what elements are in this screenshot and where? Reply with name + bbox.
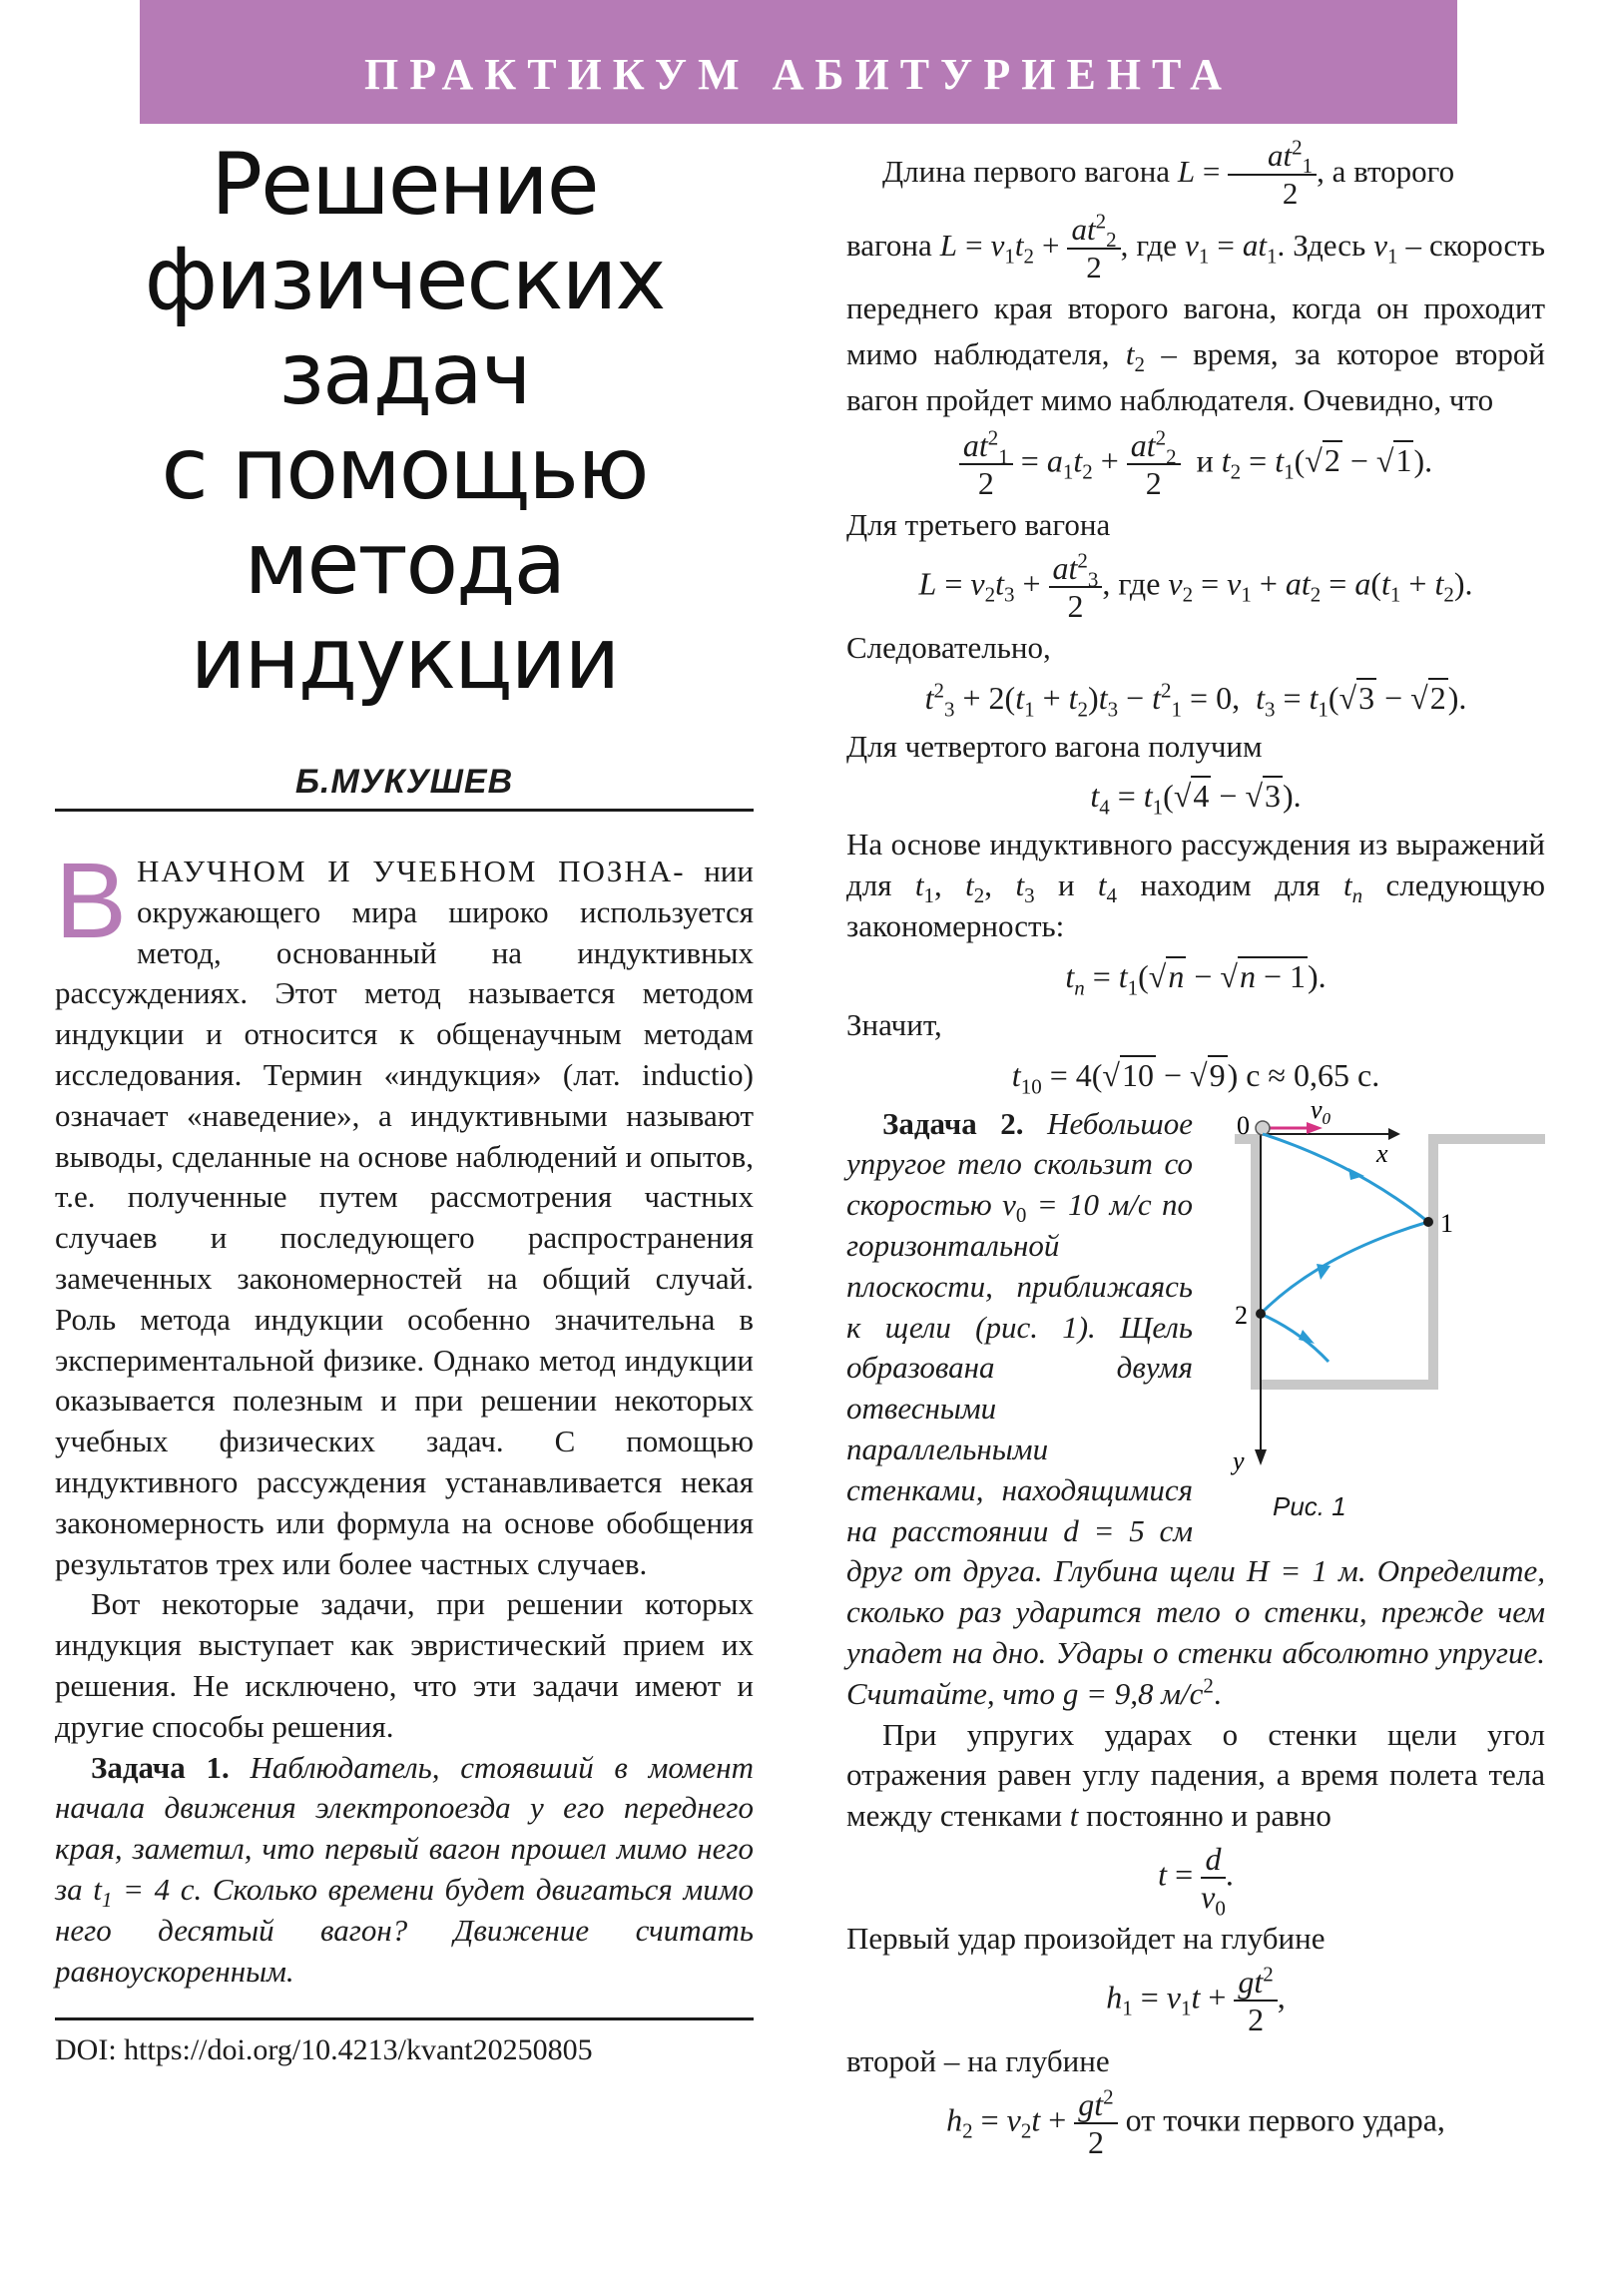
equation: $h_2 = v_2t$ + $\frac{gt^2}{2}$ от точки первого удара, bbox=[946, 2083, 1445, 2160]
equation: $t_n = t_1(√n - √n - 1)$. bbox=[1065, 957, 1327, 1000]
title-line: задач bbox=[278, 324, 530, 424]
text-line: Значит, bbox=[846, 1006, 942, 1042]
left-column bbox=[55, 135, 755, 2070]
problem-text: Наблюдатель, стоявший в момент начала движения электропоезда у его переднего края, заметил, что первый вагон прошел мимо него за bbox=[55, 1749, 754, 1907]
text-line: Для третьего вагона bbox=[846, 507, 1111, 542]
text: следующую закономерность: bbox=[846, 867, 1546, 943]
text: с ≈ 0,65 с. bbox=[1246, 1056, 1380, 1093]
y-label: y bbox=[1233, 1445, 1245, 1475]
title-line: Решение bbox=[211, 135, 598, 235]
problem-text: Небольшое упругое тело скользит со скоростью bbox=[846, 1105, 1193, 1223]
text: , где bbox=[1120, 228, 1178, 264]
text: Длина первого вагона bbox=[882, 154, 1171, 190]
text: от точки первого удара, bbox=[1125, 2100, 1445, 2137]
t1-value: 4 с. bbox=[154, 1871, 203, 1907]
solution-1-text: Длина первого вагона L = $\frac{at^2_1}{2}$ , а второго bbox=[882, 135, 1455, 211]
trajectory-arrow bbox=[1299, 1330, 1315, 1344]
text: постоянно и равно bbox=[1086, 1798, 1331, 1834]
equation: $t_{10} = 4(√10 - √9) с \approx 0,65$ с. bbox=[1011, 1056, 1380, 1098]
d-value: = 5 см bbox=[1093, 1512, 1194, 1548]
author: Б.МУКУШЕВ bbox=[294, 763, 514, 801]
trajectory-segment bbox=[1261, 1314, 1329, 1362]
equation: $L = v_2t_3$ + $\frac{at^2_3}{2}$ , где $v_2 = v_1 + at_2 = a(t_1 + t_2)$. bbox=[918, 548, 1473, 624]
point-1-label: 1 bbox=[1440, 1208, 1453, 1238]
equation: $h_1 = v_1t$ + $\frac{gt^2}{2}$ , bbox=[1106, 1962, 1286, 2037]
text-line: второй – на глубине bbox=[846, 2042, 1110, 2078]
text: , а второго bbox=[1317, 154, 1455, 190]
divider bbox=[55, 809, 754, 812]
text: – время, за которое второй вагон пройдет мимо наблюдателя. Очевидно, что bbox=[846, 336, 1546, 417]
text: и bbox=[1196, 442, 1214, 479]
title-line: с помощью bbox=[161, 419, 648, 519]
point-2-label: 2 bbox=[1235, 1300, 1248, 1330]
equation: $t^2_3 + 2(t_1 + t_2)t_3 - t^2_1 = 0$, $t_3 = t_1(√3 - √2)$. bbox=[924, 677, 1467, 721]
intro-paragraph bbox=[55, 840, 754, 1584]
title-line: индукции bbox=[190, 609, 619, 709]
x-arrowhead bbox=[1388, 1128, 1400, 1140]
divider bbox=[55, 2017, 754, 2020]
doi: DOI: https://doi.org/10.4213/kvant20250805 bbox=[55, 2033, 593, 2067]
text: вагона bbox=[846, 228, 932, 264]
velocity-subscript: 0 bbox=[1322, 1108, 1331, 1128]
problem-text: Определите, сколько раз ударится тело о стенки, прежде чем упадет на дно. Удары о стенки абсолютно упругие. Считайте, что bbox=[846, 1553, 1546, 1711]
x-label: x bbox=[1376, 1138, 1388, 1168]
body-ball bbox=[1256, 1121, 1270, 1135]
problem-1: Задача 1. Наблюдатель, стоявший в момент начала движения электропоезда у его переднего края, заметил, что первый вагон прошел мимо него за $t_1 = 4$ с. Сколько времени будет двигаться мимо него десятый вагон? Движение считать равноускоренным. bbox=[55, 1749, 755, 1989]
problem-label: Задача 1. bbox=[91, 1749, 230, 1785]
title-line: физических bbox=[144, 230, 665, 329]
velocity-label bbox=[1311, 1104, 1331, 1128]
text-line: Первый удар произойдет на глубине bbox=[846, 1920, 1326, 1956]
impact-point-2 bbox=[1256, 1309, 1266, 1319]
origin-label: 0 bbox=[1237, 1110, 1250, 1140]
equation: $\frac{at^2_1}{2}$ = $a_1t_2$ + $\frac{at^2_2}{2}$ и $t_2 = t_1(√2 - √1)$. bbox=[846, 427, 1545, 501]
problem-text: Сколько времени будет двигаться мимо него десятый вагон? Движение считать равноускоренным. bbox=[55, 1871, 755, 1989]
trajectory-segment bbox=[1263, 1134, 1428, 1222]
H-value: = 1 м. bbox=[1280, 1553, 1366, 1589]
solution-1-text: вагона $L = v_1t_2$ + $\frac{at^2_2}{2}$ , где $v_1 = at_1$. Здесь $v_1$ – скорость переднего края второго вагона, когда он проходит мимо наблюдателя, $t_2$ – время, за которое второй вагон пройдет мимо наблюдателя. Очевидно, что bbox=[846, 209, 1546, 417]
trajectory-arrow bbox=[1317, 1264, 1331, 1280]
figure-1 bbox=[1201, 1104, 1545, 1543]
title-line: метода bbox=[244, 514, 565, 614]
trajectory-segment bbox=[1261, 1222, 1428, 1314]
right-column bbox=[846, 135, 1546, 2164]
problem-text: друг от друга. Глубина щели bbox=[846, 1553, 1236, 1589]
section-header: ПРАКТИКУМ АБИТУРИЕНТА bbox=[140, 0, 1457, 124]
text: На основе индуктивного рассуждения из выражений для bbox=[846, 827, 1545, 903]
impact-point-1 bbox=[1423, 1217, 1433, 1227]
text: – bbox=[1405, 228, 1422, 264]
velocity-symbol: v bbox=[1311, 1103, 1323, 1124]
induction-text: На основе индуктивного рассуждения из выражений для $t_1$, $t_2$, $t_3$ и $t_4$ находим для $t_n$ следующую закономерность: bbox=[846, 827, 1546, 943]
v0-value: = 10 м/с bbox=[1036, 1187, 1152, 1223]
problem-label: Задача 2. bbox=[882, 1105, 1024, 1141]
equation: t = $\frac{d}{v_0}$ . bbox=[1158, 1840, 1234, 1921]
equation: $t_4 = t_1(√4 - √3)$. bbox=[1090, 778, 1302, 820]
text: При упругих ударах о стенки щели угол отражения равен углу падения, а время полета тела между стенками bbox=[846, 1716, 1545, 1834]
drop-cap: В bbox=[55, 840, 128, 960]
problem-text: по горизонтальной плоскости, приближаясь к щели (рис. 1). Щель образована двумя отвесными параллельными стенками, находящимися на расстоянии bbox=[846, 1187, 1193, 1548]
figure-caption: Рис. 1 bbox=[1273, 1490, 1346, 1521]
solution-2-text: При упругих ударах о стенки щели угол отражения равен углу падения, а время полета тела между стенками t постоянно и равно bbox=[846, 1716, 1545, 1834]
text: , где bbox=[1102, 565, 1161, 602]
text: . Здесь bbox=[1277, 228, 1366, 264]
text: находим для bbox=[1140, 867, 1321, 903]
y-arrowhead bbox=[1255, 1449, 1267, 1465]
text-line: Следовательно, bbox=[846, 629, 1051, 665]
problem-2: Задача 2. Небольшое упругое тело скользит со скоростью $v_0 = 10$ м/с по горизонтальной плоскости, приближаясь к щели (рис. 1). Щель образована двумя отвесными параллельными стенками, находящимися на расстоянии d = 5 см друг от друга. Глубина щели H = 1 м. Определите, сколько раз ударится тело о стенки, прежде чем упадет на дно. Удары о стенки абсолютно упругие. Считайте, что g = 9,8 $м/с^2$. bbox=[846, 1105, 1546, 1711]
slit-walls bbox=[1235, 1134, 1545, 1390]
text-line: Для четвертого вагона получим bbox=[846, 728, 1263, 764]
paragraph-2: Вот некоторые задачи, при решении которых индукция выступает как эвристический прием их решения. Не исключено, что эти задачи имеют и другие способы решения. bbox=[55, 1586, 754, 1744]
intro-caps: НАУЧНОМ И УЧЕБНОМ ПОЗНА- bbox=[137, 854, 686, 888]
article-title bbox=[55, 135, 754, 709]
g-value: = 9,8 м/с bbox=[1086, 1675, 1204, 1711]
slit-diagram bbox=[1201, 1104, 1545, 1543]
intro-text: нии окружающего мира широко используется метод, основанный на индуктивных рассуждениях. Этот метод называется методом индукции и относится к общенаучным методам исследования. Термин «индукция» (лат. inductio) означает «наведение», а индуктивными называют выводы, сделанные на основе наблюдений и опытов, т.е. полученные путем рассмотрения частных случаев и последующего распространения замеченных закономерностей на общий случай. Роль метода индукции особенно значительна в экспериментальной физике. Однако метод индукции оказывается полезным и при решении некоторых учебных физических задач. С помощью индуктивного рассуждения устанавливается некая закономерность или формула на основе обобщения результатов трех или более частных случаев. bbox=[55, 854, 754, 1581]
text: скорость переднего края второго вагона, когда он проходит мимо наблюдателя, bbox=[846, 228, 1545, 371]
